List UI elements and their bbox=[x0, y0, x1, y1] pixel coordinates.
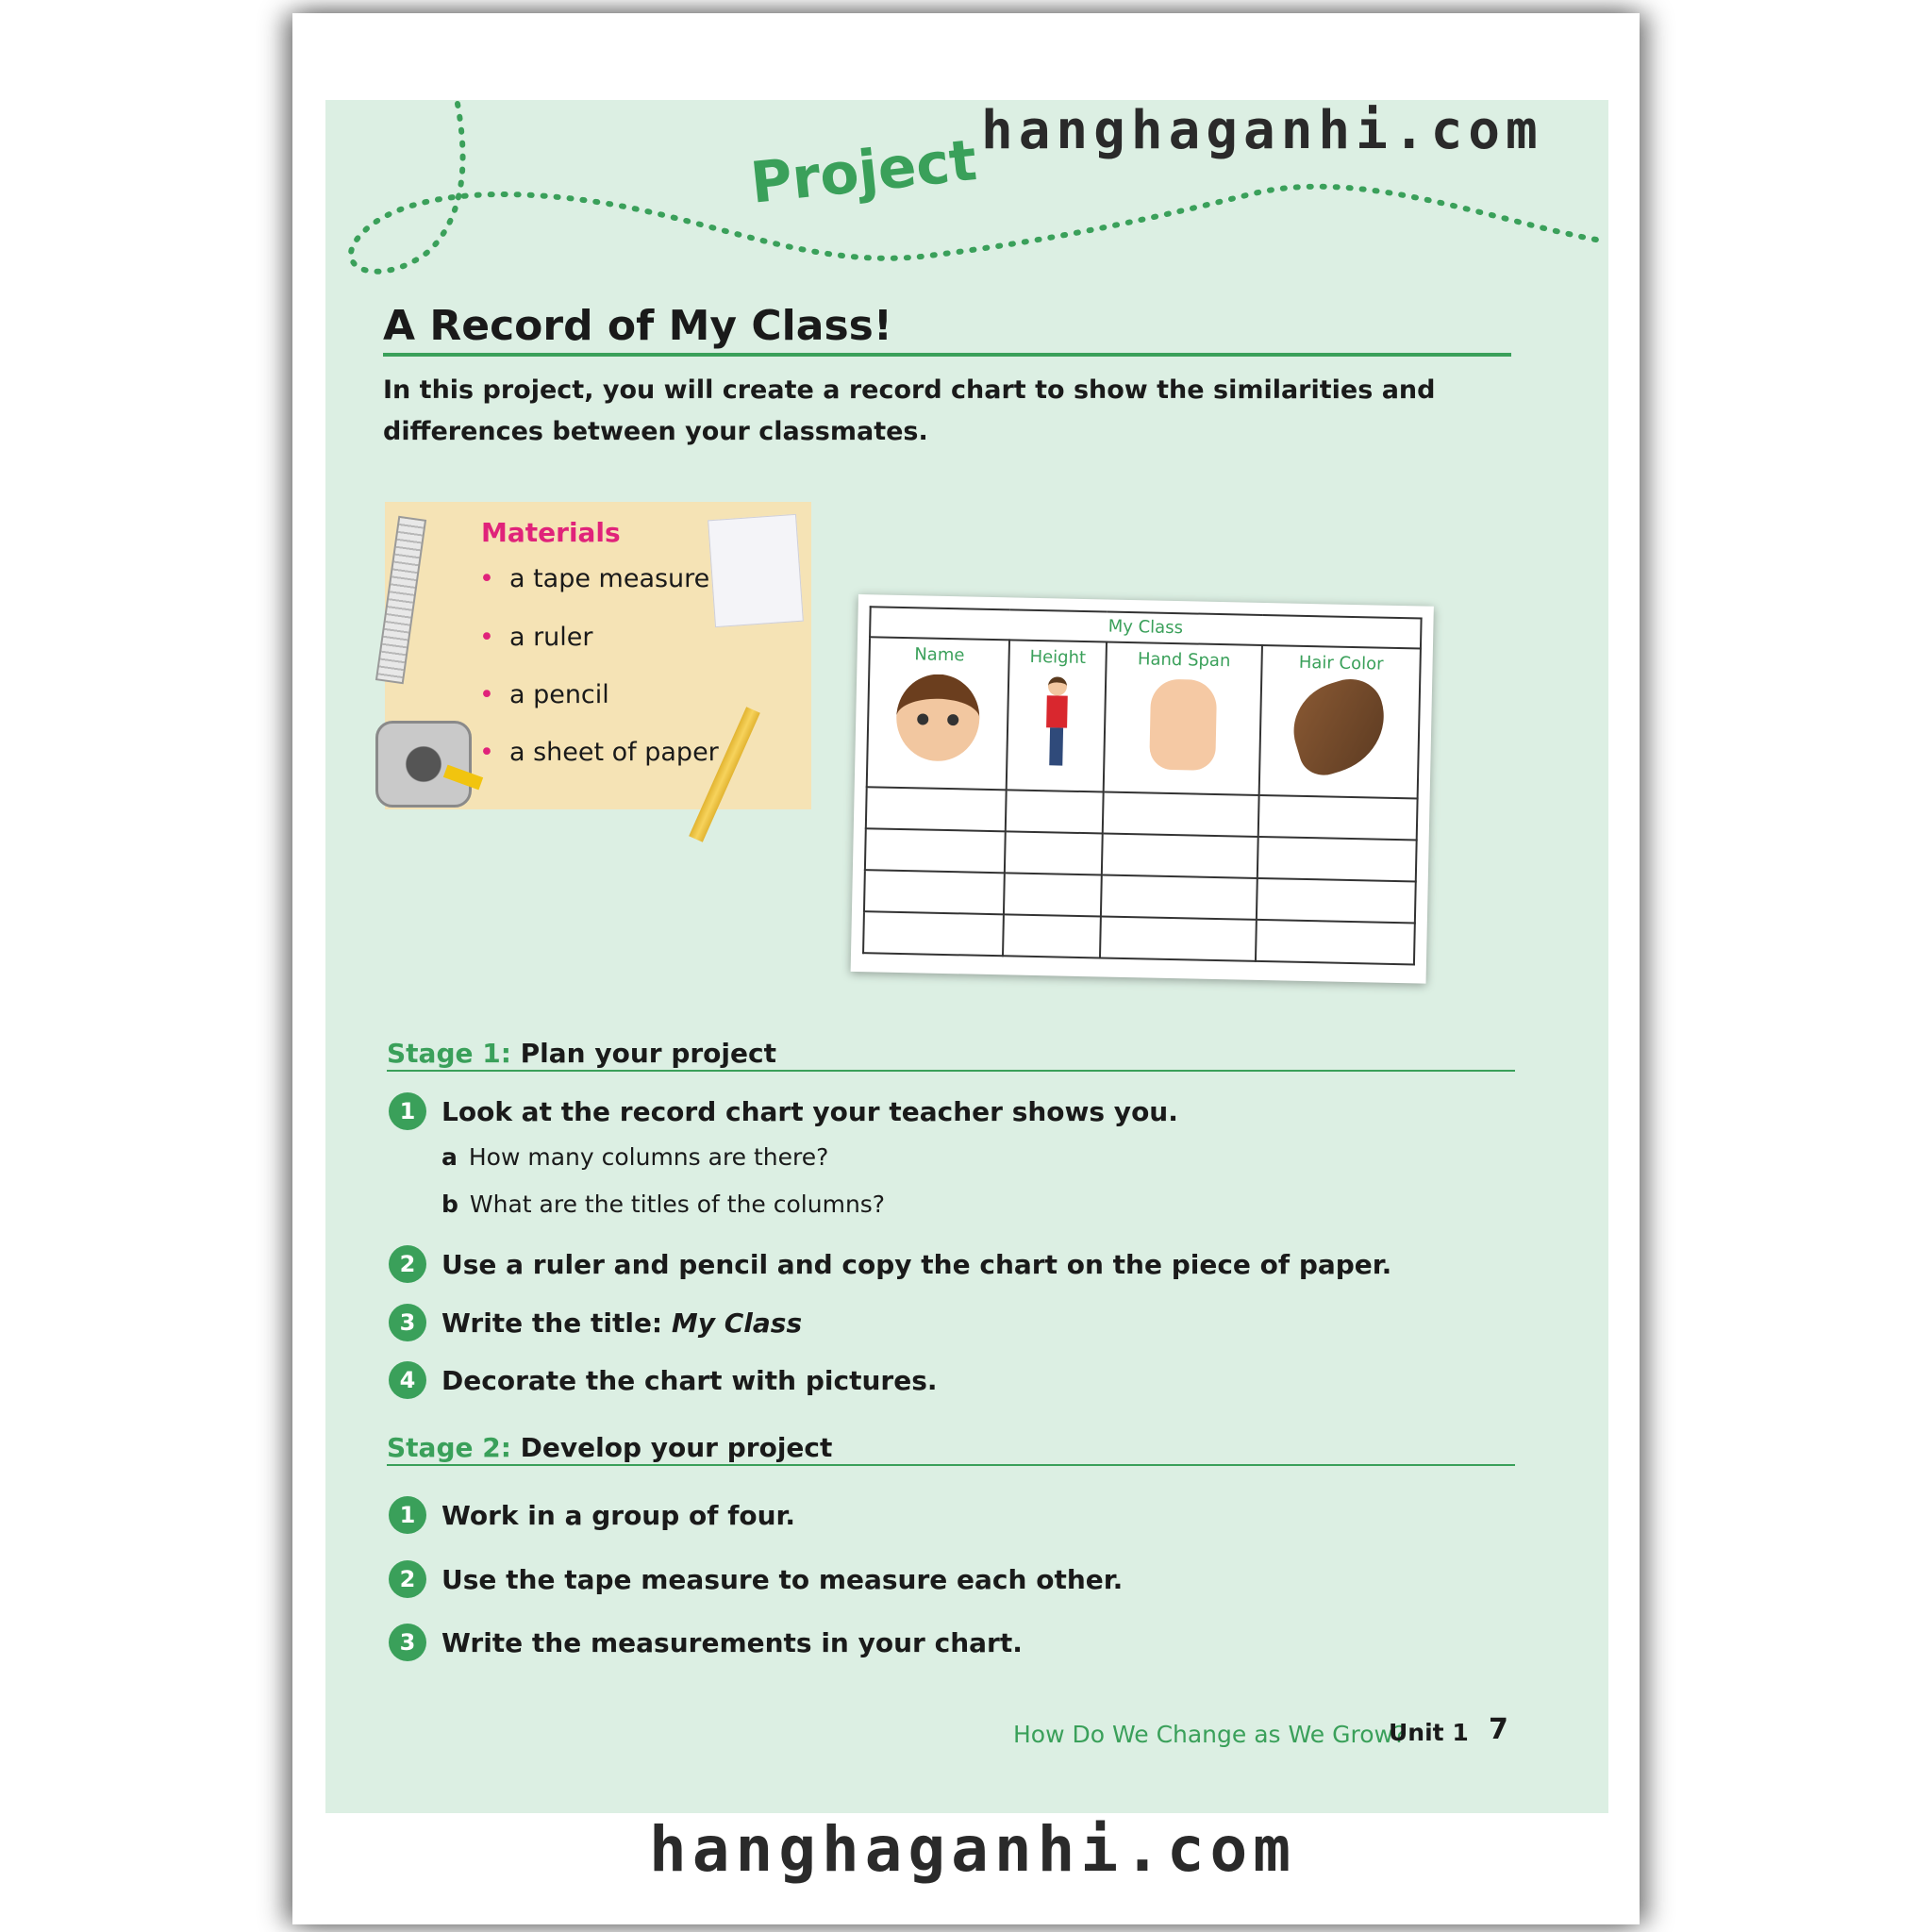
footer-unit-title: How Do We Change as We Grow? bbox=[1013, 1721, 1407, 1748]
bullet-icon: • bbox=[479, 680, 494, 709]
title-underline bbox=[383, 353, 1511, 357]
bullet-icon: • bbox=[479, 738, 494, 767]
watermark-bottom: hanghaganhi.com bbox=[649, 1813, 1297, 1886]
step-number-badge: 1 bbox=[389, 1496, 426, 1534]
stage1-step-4: 4 Decorate the chart with pictures. bbox=[389, 1361, 938, 1399]
materials-item: • a tape measure bbox=[479, 564, 710, 593]
stage2-heading: Stage 2: Develop your project bbox=[387, 1432, 833, 1463]
column-header-hair-color: Hair Color bbox=[1259, 645, 1421, 798]
intro-paragraph: In this project, you will create a record chart to show the similarities and differences between your classmates. bbox=[383, 375, 1436, 446]
materials-item: • a ruler bbox=[479, 623, 593, 652]
column-header-hand-span: Hand Span bbox=[1104, 642, 1263, 795]
materials-item: • a pencil bbox=[479, 680, 609, 709]
section-heading: Project bbox=[747, 127, 980, 217]
materials-item: • a sheet of paper bbox=[479, 738, 719, 767]
page-title: A Record of My Class! bbox=[383, 302, 892, 350]
stage1-substep-b: b What are the titles of the columns? bbox=[441, 1191, 886, 1218]
hair-lock-icon bbox=[1282, 671, 1397, 781]
stage1-step-1: 1 Look at the record chart your teacher shows you. bbox=[389, 1092, 1178, 1130]
column-header-name: Name bbox=[867, 637, 1010, 790]
bullet-icon: • bbox=[479, 564, 494, 593]
page-number: 7 bbox=[1489, 1713, 1508, 1746]
column-header-height: Height bbox=[1007, 640, 1107, 791]
step-number-badge: 3 bbox=[389, 1624, 426, 1661]
stage1-substep-a: a How many columns are there? bbox=[441, 1143, 829, 1171]
stage2-rule bbox=[387, 1464, 1515, 1466]
stage1-step-3: 3 Write the title: My Class bbox=[389, 1304, 802, 1341]
tape-measure-image bbox=[375, 721, 472, 808]
record-chart-image bbox=[851, 594, 1434, 984]
child-face-icon bbox=[896, 674, 981, 762]
stage2-step-2: 2 Use the tape measure to measure each other. bbox=[389, 1560, 1123, 1598]
hand-icon bbox=[1149, 679, 1217, 771]
stage1-rule bbox=[387, 1070, 1515, 1072]
watermark-top: hanghaganhi.com bbox=[981, 100, 1543, 161]
stage1-heading: Stage 1: Plan your project bbox=[387, 1038, 776, 1069]
step-number-badge: 2 bbox=[389, 1560, 426, 1598]
standing-child-icon bbox=[1043, 676, 1070, 772]
record-chart-table bbox=[862, 606, 1423, 965]
bullet-icon: • bbox=[479, 623, 494, 652]
step-number-badge: 3 bbox=[389, 1304, 426, 1341]
stage1-step-2: 2 Use a ruler and pencil and copy the chart on the piece of paper. bbox=[389, 1245, 1391, 1283]
footer-unit-label: Unit 1 bbox=[1389, 1719, 1469, 1746]
stage2-step-1: 1 Work in a group of four. bbox=[389, 1496, 795, 1534]
materials-heading: Materials bbox=[481, 517, 621, 548]
step-number-badge: 2 bbox=[389, 1245, 426, 1283]
stage2-step-3: 3 Write the measurements in your chart. bbox=[389, 1624, 1023, 1661]
step-number-badge: 4 bbox=[389, 1361, 426, 1399]
paper-image bbox=[708, 514, 804, 627]
step-number-badge: 1 bbox=[389, 1092, 426, 1130]
chart-caption: My Class bbox=[870, 607, 1422, 648]
